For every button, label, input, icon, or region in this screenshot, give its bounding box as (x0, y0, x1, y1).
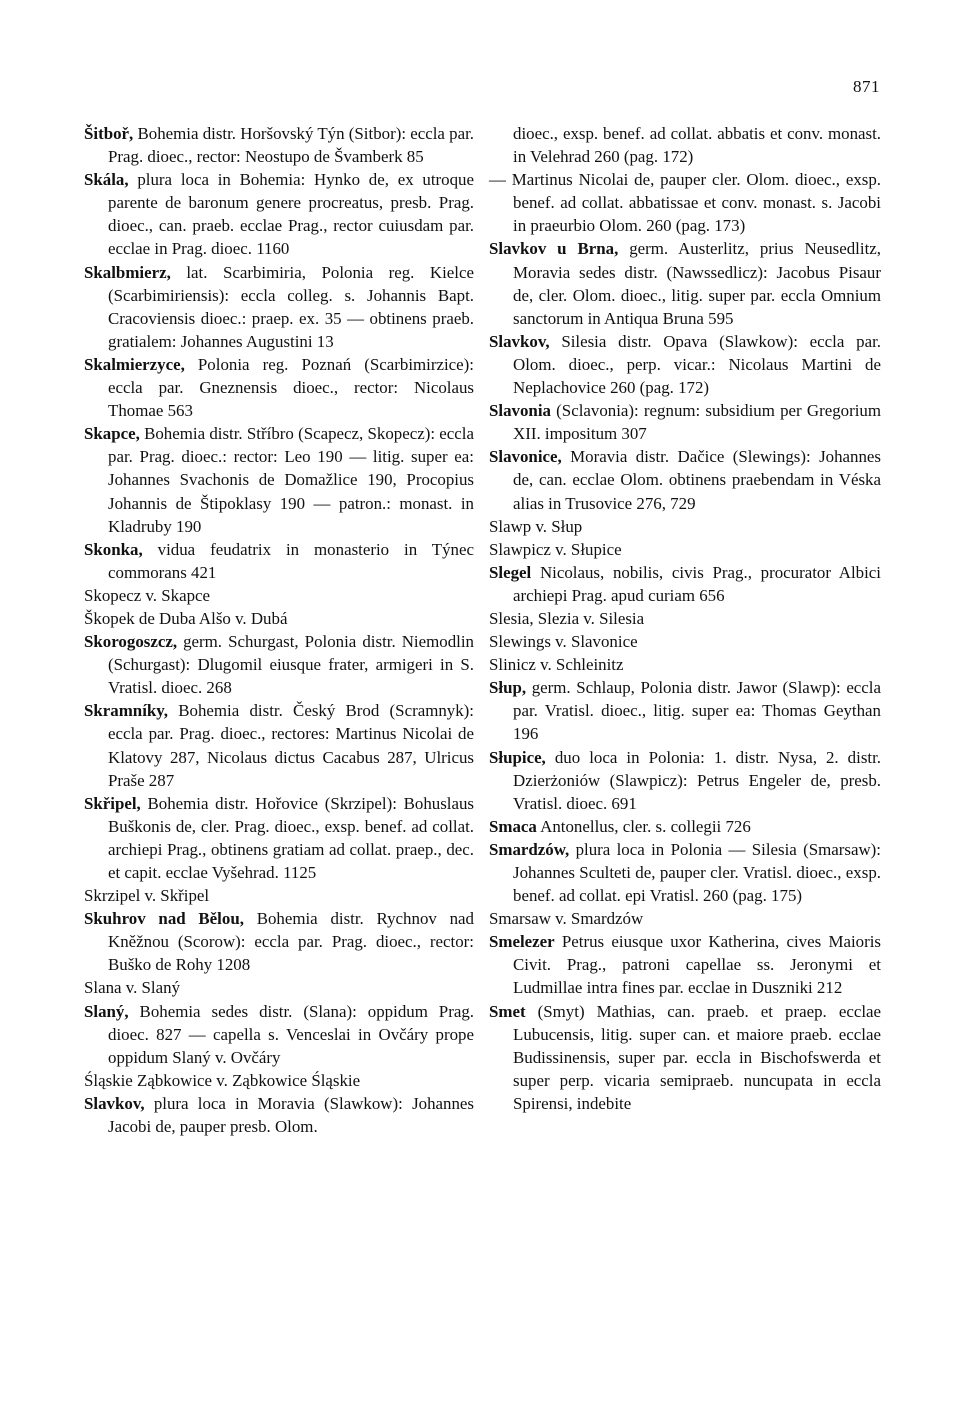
index-entry (84, 884, 474, 907)
entry-headword: Slegel (489, 562, 532, 582)
entry-text: Silesia distr. Opava (Slawkow): eccla par. Olom. dioec., perp. vicar.: Nicolaus Martini de Neplachovice 260 (pag. 172) (513, 331, 881, 398)
index-entry (489, 815, 881, 838)
index-entry (84, 353, 474, 422)
index-entry (489, 630, 881, 653)
entry-headword: Skorogoszcz, (84, 632, 178, 652)
entry-headword: Smaca (489, 816, 537, 836)
entry-headword: Skalbmierz, (84, 262, 171, 282)
entry-headword: Skonka, (84, 539, 143, 559)
index-entry (489, 746, 881, 815)
entry-text: Skopecz v. Skapce (84, 585, 211, 605)
index-entry (84, 792, 474, 884)
left-column (84, 122, 474, 1138)
index-entry (489, 399, 881, 445)
entry-text: (Sclavonia): regnum: subsidium per Gregorium XII. impositum 307 (513, 401, 881, 444)
index-entry (489, 838, 881, 907)
entry-text: Bohemia distr. Český Brod (Scramnyk): eccla par. Prag. dioec., rectores: Martinus Nicolai de Klatovy 287, Nicolaus dictus Cacabus 287, Ulricus Praše 287 (108, 701, 474, 790)
index-entry (84, 607, 474, 630)
entry-text: germ. Austerlitz, prius Neusedlitz, Moravia sedes distr. (Nawssedlicz): Jacobus Pisaur de, cler. Olom. dioec., litig. super par. eccla Omnium sanctorum in Antiqua Bruna 595 (513, 239, 881, 328)
index-entry (489, 607, 881, 630)
entry-text: Petrus eiusque uxor Katherina, cives Maioris Civit. Prag., patroni capellae ss. Jeronymi et Ludmillae intra fines par. ecclae in Duszniki 212 (513, 932, 881, 998)
entry-text: Antonellus, cler. s. collegii 726 (536, 816, 751, 836)
right-column (489, 122, 881, 1115)
entry-text: germ. Schlaup, Polonia distr. Jawor (Slawp): eccla par. Vratisl. dioec., litig. super ea: Thomas Geythan 196 (513, 678, 881, 744)
entry-text: Škopek de Duba Alšo v. Dubá (84, 608, 288, 628)
index-entry (489, 907, 881, 930)
entry-headword: Slavkov u Brna, (489, 239, 619, 259)
index-entry (489, 515, 881, 538)
index-entry (84, 584, 474, 607)
entry-text: Smarsaw v. Smardzów (489, 909, 644, 929)
entry-text: plura loca in Bohemia: Hynko de, ex utroque parente de baronum genere procreatus, presb. Prag. dioec., can. praeb. ecclae Prag., rector cuiusdam par. ecclae in Prag. dioec. 1160 (108, 170, 474, 259)
entry-headword: Smardzów, (489, 839, 570, 859)
index-entry (84, 1069, 474, 1092)
index-entry (489, 930, 881, 999)
entry-text: Polonia reg. Poznań (Scarbimirzice): eccla par. Gneznensis dioec., rector: Nicolaus Thomae 563 (108, 354, 474, 421)
entry-text: Slawpicz v. Słupice (489, 539, 622, 559)
entry-headword: Slavkov, (489, 331, 550, 351)
entry-headword: Slaný, (84, 1001, 129, 1021)
index-entry (84, 422, 474, 537)
entry-text: germ. Schurgast, Polonia distr. Niemodlin (Schurgast): Dlugomil eiusque frater, armigeri in S. Vratisl. dioec. 268 (108, 632, 474, 698)
entry-headword: Skuhrov nad Bělou, (84, 909, 244, 929)
entry-text: Bohemia sedes distr. (Slana): oppidum Prag. dioec. 827 — capella s. Venceslai in Ovčáry prope oppidum Slaný v. Ovčáry (108, 1001, 474, 1067)
index-entry (84, 1092, 474, 1138)
entry-text: — Martinus Nicolai de, pauper cler. Olom. dioec., exsp. benef. ad collat. abbatissae et conv. monast. s. Jacobi in praeurbio Olom. 260 (pag. 173) (489, 170, 881, 236)
entry-text: Bohemia distr. Hořovice (Skrzipel): Bohuslaus Buškonis de, cler. Prag. dioec., exsp. benef. ad collat. archiepi Prag., obtinens gratiam ad collat. praep., dec. et capit. ecclae Vyšehrad. 1125 (108, 793, 474, 882)
entry-text: lat. Scarbimiria, Polonia reg. Kielce (Scarbimiriensis): eccla colleg. s. Johannis Bapt. Cracoviensis dioec.: praep. ex. 35 — obtinens praeb. gratialem: Johannes Augustini 13 (108, 262, 474, 351)
entry-text: Moravia distr. Dačice (Slewings): Johannes de, can. ecclae Olom. obtinens praebendam in Véska alias in Trusovice 276, 729 (513, 447, 881, 513)
index-entry (84, 1000, 474, 1069)
entry-headword: Słupice, (489, 747, 546, 767)
entry-text: dioec., exsp. benef. ad collat. abbatis et conv. monast. in Velehrad 260 (pag. 172) (513, 124, 881, 167)
index-entry (489, 538, 881, 561)
entry-headword: Słup, (489, 678, 527, 698)
entry-text: Slesia, Slezia v. Silesia (489, 608, 645, 628)
index-entry (489, 122, 881, 168)
entry-headword: Skramníky, (84, 701, 169, 721)
entry-text: Bohemia distr. Horšovský Týn (Sitbor): eccla par. Prag. dioec., rector: Neostupo de Švamberk 85 (108, 124, 475, 167)
entry-headword: Smelezer (489, 932, 555, 952)
index-entry (489, 330, 881, 399)
entry-text: vidua feudatrix in monasterio in Týnec commorans 421 (108, 539, 474, 582)
entry-text: Slana v. Slaný (84, 978, 181, 998)
entry-headword: Slavkov, (84, 1093, 145, 1113)
index-entry (489, 237, 881, 329)
entry-text: Slawp v. Słup (489, 516, 583, 536)
index-entry (84, 630, 474, 699)
entry-text: Skrzipel v. Skřipel (84, 886, 210, 906)
index-entry (489, 1000, 881, 1115)
entry-headword: Skřipel, (84, 793, 141, 813)
index-entry (84, 122, 474, 168)
entry-text: Bohemia distr. Stříbro (Scapecz, Skopecz): eccla par. Prag. dioec.: rector: Leo 190 — litig. super ea: Johannes Svachonis de Domažlice 190, Procopius Johannis de Štipoklasy 190 — patron.: monast. in Kladruby 190 (108, 424, 474, 536)
entry-headword: Skalmierzyce, (84, 354, 185, 374)
index-entry (489, 653, 881, 676)
index-entry (489, 561, 881, 607)
index-entry (84, 976, 474, 999)
entry-text: plura loca in Moravia (Slawkow): Johannes Jacobi de, pauper presb. Olom. (108, 1093, 474, 1137)
index-entry (489, 168, 881, 237)
index-entry (489, 676, 881, 745)
entry-text: duo loca in Polonia: 1. distr. Nysa, 2. distr. Dzierżoniów (Slawpicz): Petrus Engeler de, presb. Vratisl. dioec. 691 (513, 747, 881, 813)
index-entry (84, 168, 474, 260)
index-entry (84, 261, 474, 353)
entry-text: Śląskie Ząbkowice v. Ząbkowice Śląskie (84, 1070, 361, 1090)
entry-text: Slinicz v. Schleinitz (489, 655, 624, 675)
entry-text: (Smyt) Mathias, can. praeb. et praep. ecclae Lubucensis, litig. super can. et maiore praeb. ecclae Budissinensis, super par. eccla in Bischofswerda et super perp. vicaria semipraeb. nuncupata in eccla Spirensi, indebite (513, 1001, 881, 1113)
page-number: 871 (853, 77, 880, 96)
entry-headword: Šitboř, (84, 124, 134, 143)
entry-headword: Slavonice, (489, 447, 562, 467)
entry-text: plura loca in Polonia — Silesia (Smarsaw): Johannes Sculteti de, pauper cler. Vratisl. dioec., exsp. benef. ad collat. epi Vratisl. 260 (pag. 175) (513, 839, 881, 906)
index-entry (84, 907, 474, 976)
entry-headword: Slavonia (489, 401, 551, 421)
entry-headword: Smet (489, 1001, 526, 1021)
index-entry (489, 445, 881, 514)
index-entry (84, 538, 474, 584)
entry-text: Bohemia distr. Rychnov nad Kněžnou (Scorow): eccla par. Prag. dioec., rector: Buško de Rohy 1208 (108, 909, 474, 975)
entry-text: Nicolaus, nobilis, civis Prag., procurator Albici archiepi Prag. apud curiam 656 (513, 562, 881, 605)
entry-text: Slewings v. Slavonice (489, 632, 638, 652)
entry-headword: Skapce, (84, 424, 140, 444)
entry-headword: Skála, (84, 170, 129, 190)
index-entry (84, 699, 474, 791)
